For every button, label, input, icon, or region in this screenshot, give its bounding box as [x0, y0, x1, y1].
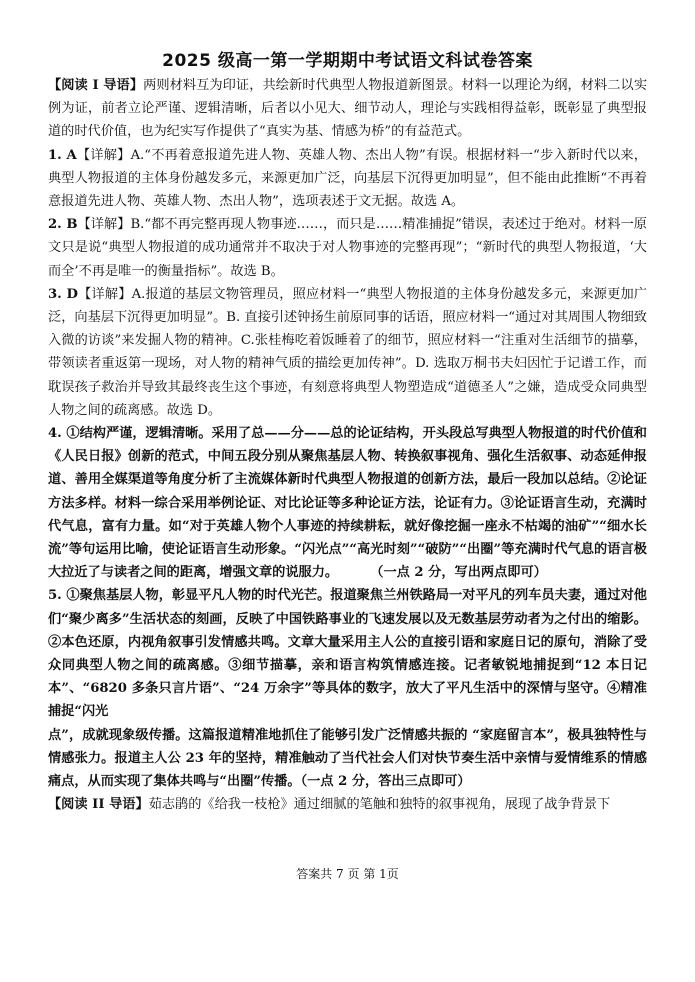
- q5-text-a: 5. ①聚焦基层人物，彰显平凡人物的时代光芒。报道聚焦兰州铁路局一对平凡的列车员夫妻，通过对他们“聚少离多”生活状态的刻画，反映了中国铁路事业的飞速发展以及无数基层劳动者为之付出的缩影。②本色还原，内视角叙事引发情感共鸣。文章大量采用主人公的直接引语和家庭日记的原句，消除了受众同典型人物之间的疏离感。③细节描摹，亲和语言构筑情感连接。记者敏锐地捕捉到“12 本日记本”、“6820 多条只言片语”、“24 万余字”等具体的数字，放大了平凡生活中的深情与坚守。④精准捕捉“闪光: [48, 588, 647, 720]
- q1-text: A.“不再着意报道先进人物、英雄人物、杰出人物”有误。根据材料一“步入新时代以来，典型人物报道的主体身份越发多元，来源更加广泛，向基层下沉得更加明显”，但不能由此推断“不再着意报道先进人物、英雄人物、杰出人物”，选项表述于文无据。故选 A。: [48, 147, 647, 210]
- q3-number: 3. D: [48, 286, 78, 302]
- question-5-answer: [48, 584, 647, 793]
- reading1-label: 【阅读 I 导语】: [48, 78, 144, 93]
- reading1-intro: [48, 74, 647, 144]
- question-1-answer: [48, 144, 647, 214]
- q2-text: B.“都不再完整再现人物事迹……，而只是……精准捕捉”错误，表述过于绝对。材料一原文只是说“典型人物报道的成功通常并不取决于对人物事迹的完整再现”；“新时代的典型人物报道，‘大而全’不再是唯一的衡量指标”。故选 B。: [48, 217, 647, 279]
- page-footer: 答案共 7 页 第 1页: [296, 867, 399, 881]
- q4-note: （一点 2 分，写出两点即可）: [370, 565, 547, 581]
- reading2-intro: [48, 793, 647, 816]
- q5-text-b: 点”，成就现象级传播。这篇报道精准地抓住了能够引发广泛情感共振的 “家庭留言本”，极具独特性与情感张力。报道主人公 23 年的坚持，精准触动了当代社会人们对快节奏生活中亲情与爱情维系的情感痛点，从而实现了集体共鸣与“出圈”传播。（一点 2 分，答出三点即可）: [48, 727, 647, 790]
- q1-number: 1. A: [48, 147, 77, 163]
- question-4-answer: [48, 422, 647, 584]
- q2-number: 2. B: [48, 217, 78, 233]
- q4-text: 4. ①结构严谨，逻辑清晰。采用了总——分——总的论证结构，开头段总写典型人物报道的时代价值和《人民日报》创新的范式，中间五段分别从聚焦基层人物、转换叙事视角、强化生活叙事、动态延伸报道、善用全媒渠道等角度分析了主流媒体新时代典型人物报道的创新方法，最后一段加以总结。②论证方法多样。材料一综合采用举例论证、对比论证等多种论证方法，论证有力。③论证语言生动，充满时代气息，富有力量。如“对于英雄人物个人事迹的持续耕耘，就好像挖掘一座永不枯竭的油矿”“细水长流”等句运用比喻，使论证语言生动形象。“闪光点”“高光时刻”“破防”“出圈”等充满时代气息的语言极大拉近了与读者之间的距离，增强文章的说服力。: [48, 426, 647, 581]
- page-title: 2025 级高一第一学期期中考试语文科试卷答案: [162, 51, 533, 71]
- q3-tag: 【详解】: [77, 286, 132, 302]
- reading2-text: 茹志鹃的《给我一枝枪》通过细腻的笔触和独特的叙事视角，展现了战争背景下: [148, 797, 611, 813]
- reading2-label: 【阅读 II 导语】: [48, 797, 149, 813]
- q1-tag: 【详解】: [76, 147, 131, 163]
- question-3-answer: [48, 283, 647, 422]
- q2-tag: 【详解】: [77, 217, 131, 233]
- question-2-answer: [48, 213, 647, 283]
- q3-text: A.报道的基层文物管理员，照应材料一“典型人物报道的主体身份越发多元，来源更加广泛，向基层下沉得更加明显”。B. 直接引述钟扬生前原同事的话语，照应材料一“通过对其周围人物细致入微的访谈”来发掘人物的精神。C.张桂梅吃着饭睡着了的细节，照应材料一“注重对生活细节的描摹，带领读者重返第一现场，对人物的精神气质的描绘更加传神”。D. 选取万桐书夫妇因忙于记谱工作，而耽误孩子救治并导致其最终丧生这个事迹，有刻意将典型人物塑造成“道德圣人”之嫌，造成受众同典型人物之间的疏离感。故选 D。: [48, 286, 647, 418]
- reading1-text: 两则材料互为印证，共绘新时代典型人物报道新图景。材料一以理论为纲，材料二以实例为证，前者立论严谨、逻辑清晰，后者以小见大、细节动人，理论与实践相得益彰，既彰显了典型报道的时代价值，也为纪实写作提供了“真实为基、情感为桥”的有益范式。: [48, 78, 648, 140]
